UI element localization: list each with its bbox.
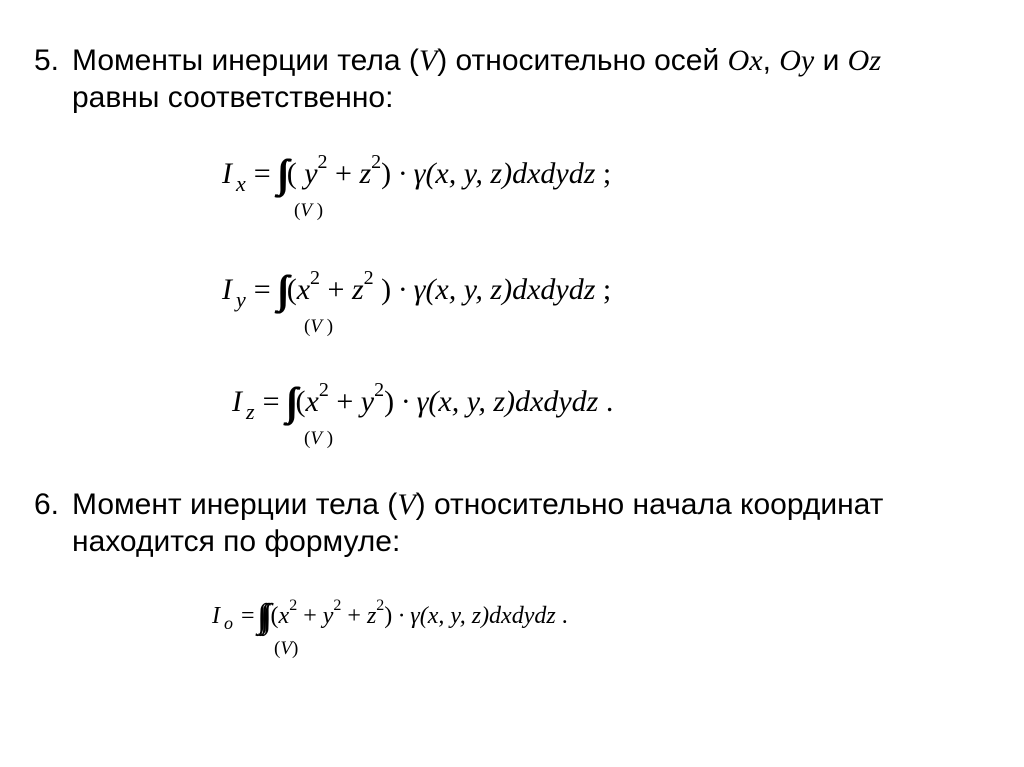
text: ) относительно осей [437, 44, 728, 77]
integrand: ( $y^2 + z^2) \cdot \gamma(x$, y, z)dxdydz ; [286, 151, 612, 190]
subscript: x [236, 171, 246, 196]
subscript: y [236, 287, 246, 312]
moment-symbol: I [222, 273, 232, 306]
integration-domain: (V ) [304, 428, 334, 449]
formula-Io [212, 594, 568, 659]
equals-sign: = [253, 273, 271, 306]
axis-Oz: Oz [847, 44, 882, 77]
integrand: $(x^2 + y^2 + z^2) \cdot \gamma(x$, y, z)dxdydz . [270, 597, 568, 629]
integrand: $(x^2 + y^2) \cdot \gamma(x$, y, z)dxdydz . [295, 379, 614, 418]
text: ) относительно начала координат [415, 488, 884, 521]
integrand: ($x^2 + z^2$ ) · γ(x, y, z)dxdydz ; [286, 267, 612, 306]
integration-domain: (V ) [304, 316, 334, 337]
formula-Ix [222, 146, 612, 221]
item-number: 5. [34, 44, 60, 77]
equals-sign: = [253, 157, 271, 190]
var-V: V [397, 488, 416, 521]
paragraph-item-5 [34, 42, 881, 116]
text: , [762, 44, 780, 77]
paragraph-line-2: находится по формуле: [72, 525, 401, 558]
formula-Iz [232, 374, 614, 449]
subscript: o [224, 613, 233, 633]
text: Момент инерции тела ( [72, 488, 398, 521]
item-number: 6. [34, 488, 60, 521]
integration-domain: (V) [274, 638, 299, 659]
moment-symbol: I [232, 385, 242, 418]
equals-sign: = [241, 603, 255, 629]
equals-sign: = [262, 385, 280, 418]
formula-Iy [222, 262, 612, 337]
moment-symbol: I [222, 157, 232, 190]
integration-domain: (V ) [294, 200, 324, 221]
text: Моменты инерции тела ( [72, 44, 419, 77]
moment-symbol: I [212, 603, 220, 629]
text: и [814, 44, 848, 77]
paragraph-line-2: равны соответственно: [72, 81, 394, 114]
paragraph-item-6 [34, 486, 883, 560]
subscript: z [246, 399, 255, 424]
axis-Ox: Ox [727, 44, 763, 77]
axis-Oy: Oy [779, 44, 815, 77]
var-V: V [418, 44, 438, 77]
